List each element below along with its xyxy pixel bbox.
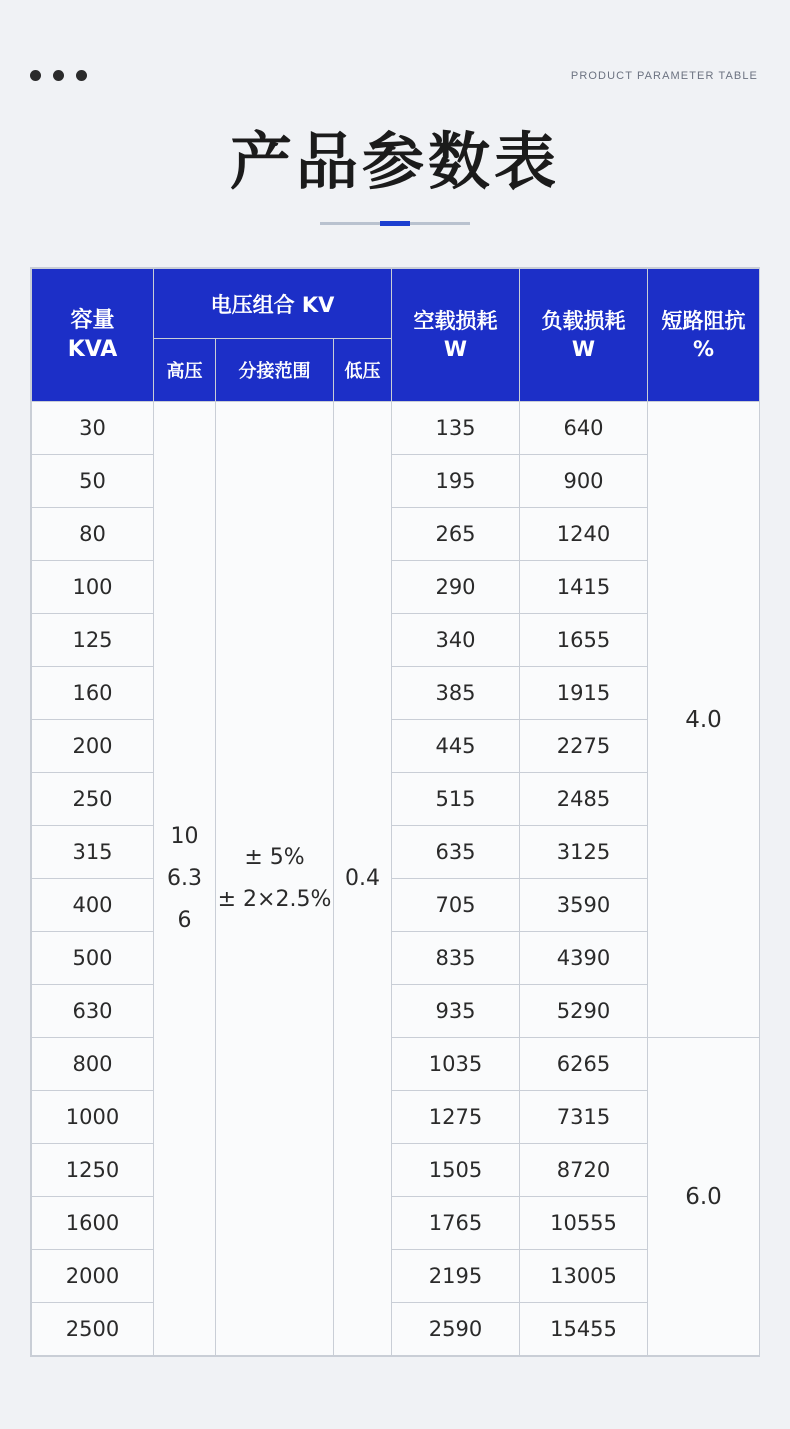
cell-load-loss: 8720 [520,1144,648,1197]
title-divider [320,222,470,225]
cell-capacity: 100 [32,561,154,614]
cell-impedance: 4.0 [648,402,760,1038]
hv-value: 6.3 [167,865,202,891]
cell-no-load-loss: 1275 [392,1091,520,1144]
cell-capacity: 2000 [32,1250,154,1303]
cell-capacity: 125 [32,614,154,667]
cell-capacity: 1250 [32,1144,154,1197]
cell-load-loss: 1915 [520,667,648,720]
cell-capacity: 1000 [32,1091,154,1144]
cell-load-loss: 3590 [520,879,648,932]
header-lv: 低压 [334,339,392,402]
cell-capacity: 30 [32,402,154,455]
hv-value: 6 [177,907,192,933]
table-head [32,269,760,402]
cell-load-loss: 3125 [520,826,648,879]
cell-load-loss: 5290 [520,985,648,1038]
cell-no-load-loss: 445 [392,720,520,773]
cell-no-load-loss: 290 [392,561,520,614]
cell-no-load-loss: 1035 [392,1038,520,1091]
header-no-load-loss-line1: 空载损耗 [413,308,498,333]
cell-capacity: 2500 [32,1303,154,1356]
cell-load-loss: 640 [520,402,648,455]
cell-no-load-loss: 705 [392,879,520,932]
header-no-load-loss [392,269,520,402]
divider-accent [380,221,410,226]
parameter-table-container [30,267,760,1357]
cell-no-load-loss: 1765 [392,1197,520,1250]
cell-no-load-loss: 2195 [392,1250,520,1303]
cell-impedance: 6.0 [648,1038,760,1356]
cell-capacity: 1600 [32,1197,154,1250]
header-capacity [32,269,154,402]
cell-no-load-loss: 340 [392,614,520,667]
header-row-1 [32,269,760,339]
cell-capacity: 80 [32,508,154,561]
title-block [0,125,790,225]
cell-lv-voltage: 0.4 [334,402,392,1356]
cell-load-loss: 4390 [520,932,648,985]
cell-no-load-loss: 195 [392,455,520,508]
cell-no-load-loss: 2590 [392,1303,520,1356]
cell-load-loss: 13005 [520,1250,648,1303]
cell-load-loss: 900 [520,455,648,508]
cell-capacity: 315 [32,826,154,879]
hv-value: 10 [170,823,199,849]
tap-value: ± 2×2.5% [217,886,332,912]
parameter-table [31,268,760,1356]
cell-load-loss: 6265 [520,1038,648,1091]
cell-load-loss: 1655 [520,614,648,667]
cell-no-load-loss: 935 [392,985,520,1038]
cell-load-loss: 15455 [520,1303,648,1356]
cell-no-load-loss: 835 [392,932,520,985]
header-load-loss-line1: 负载损耗 [541,308,626,333]
cell-load-loss: 2275 [520,720,648,773]
cell-load-loss: 1415 [520,561,648,614]
cell-capacity: 200 [32,720,154,773]
cell-hv-voltage [154,402,216,1356]
page-header [0,0,790,120]
table-body [32,402,760,1356]
header-load-loss-line2: W [571,337,596,362]
table-row [32,402,760,455]
page-title: 产品参数表 [229,125,560,198]
header-load-loss [520,269,648,402]
cell-capacity: 800 [32,1038,154,1091]
cell-no-load-loss: 1505 [392,1144,520,1197]
cell-capacity: 50 [32,455,154,508]
cell-no-load-loss: 635 [392,826,520,879]
cell-capacity: 160 [32,667,154,720]
cell-no-load-loss: 135 [392,402,520,455]
header-capacity-line1: 容量 [70,307,115,333]
cell-load-loss: 1240 [520,508,648,561]
cell-tap-range [216,402,334,1356]
header-hv: 高压 [154,339,216,402]
header-impedance-line2: % [692,337,715,362]
dot-icon [76,70,87,81]
cell-capacity: 400 [32,879,154,932]
header-tap-range: 分接范围 [216,339,334,402]
header-impedance-line1: 短路阻抗 [661,308,746,333]
cell-load-loss: 2485 [520,773,648,826]
cell-capacity: 250 [32,773,154,826]
eyebrow-text: PRODUCT PARAMETER TABLE [570,70,758,82]
cell-load-loss: 10555 [520,1197,648,1250]
header-no-load-loss-line2: W [443,337,468,362]
header-impedance [648,269,760,402]
cell-load-loss: 7315 [520,1091,648,1144]
table-row [32,1038,760,1091]
cell-capacity: 630 [32,985,154,1038]
cell-capacity: 500 [32,932,154,985]
cell-no-load-loss: 385 [392,667,520,720]
dot-icon [30,70,41,81]
dot-icon [53,70,64,81]
cell-no-load-loss: 265 [392,508,520,561]
dots-decoration [30,70,87,81]
header-capacity-line2: KVA [67,337,118,363]
tap-value: ± 5% [244,844,305,870]
cell-no-load-loss: 515 [392,773,520,826]
header-voltage-group: 电压组合 KV [154,269,392,339]
